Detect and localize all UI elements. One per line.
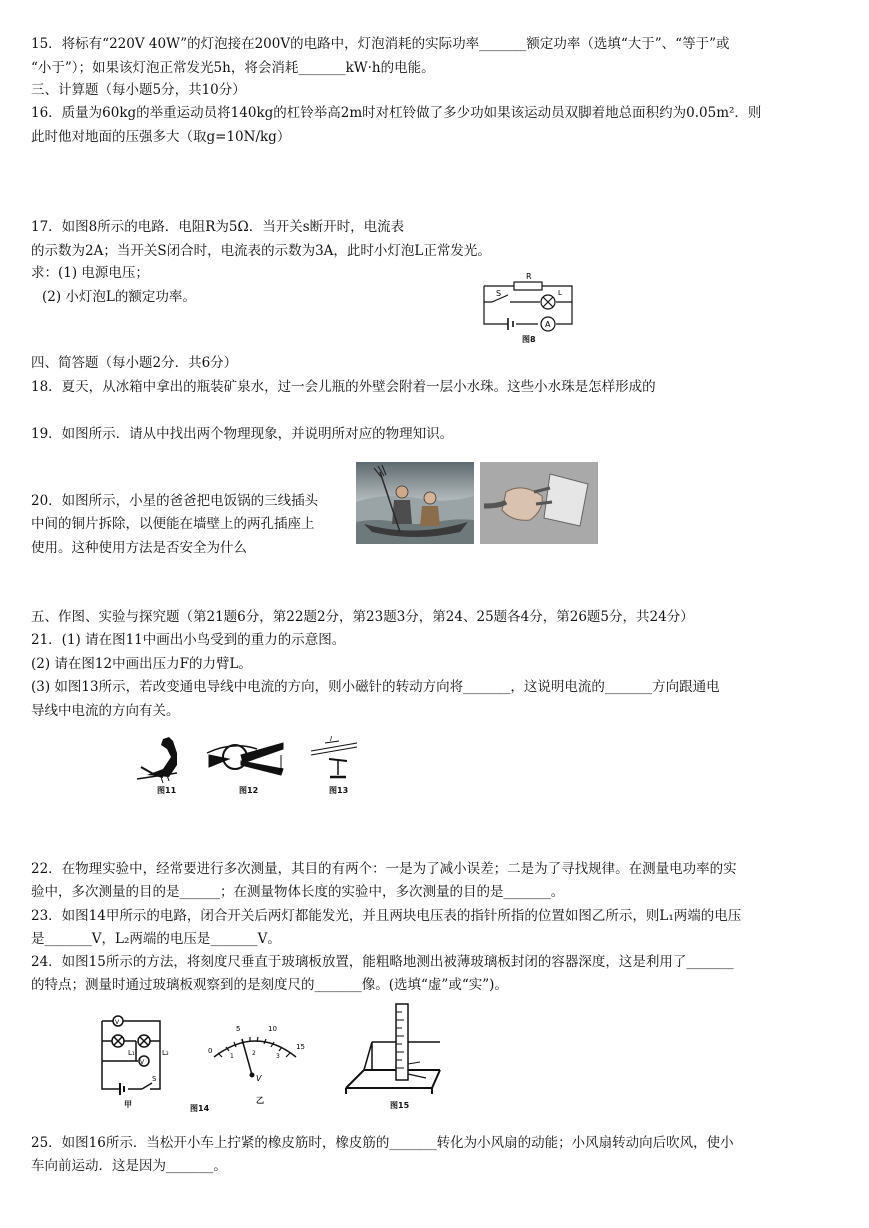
fig14-tick-1: 1: [230, 1053, 234, 1060]
fig8-label-r: R: [526, 272, 532, 281]
figure-13-compass: [311, 741, 357, 777]
fig14-label-l2: L₂: [162, 1049, 169, 1057]
q21-line3: (3) 如图13所示，若改变通电导线中电流的方向，则小磁针的转动方向将_______，这说明电流的_______方向跟通电: [31, 679, 720, 695]
plug-photo: [480, 462, 598, 544]
fig14-label-l1: L₁: [128, 1049, 135, 1057]
q18: 18．夏天，从冰箱中拿出的瓶装矿泉水，过一会儿瓶的外壁会附着一层小水珠。这些小水珠是怎样形成的: [31, 379, 656, 395]
fig14-caption: 图14: [190, 1104, 210, 1113]
q23-line1: 23．如图14甲所示的电路，闭合开关后两灯都能发光，并且两块电压表的指针所指的位置如图乙所示，则L₁两端的电压: [31, 908, 742, 924]
fig12-caption: 图12: [239, 786, 259, 795]
q21-line2: (2) 请在图12中画出压力F的力臂L。: [31, 656, 252, 672]
fig14-tick-10: 10: [268, 1025, 277, 1033]
figures-11-12-13: [133, 733, 363, 795]
fig14-tick-5: 5: [236, 1025, 241, 1033]
q25-line2: 车向前运动．这是因为_______。: [31, 1158, 227, 1174]
q17-line3: 求：(1) 电源电压；: [31, 265, 149, 281]
q16-line1: 16．质量为60kg的举重运动员将140kg的杠铃举高2m时对杠铃做了多少功如果该运动员双脚着地总面积约为0.05m²．则: [31, 105, 762, 121]
fig13-caption: 图13: [329, 786, 349, 795]
fig15-caption: 图15: [390, 1101, 410, 1110]
q20-line1: 20．如图所示，小星的爸爸把电饭锅的三线插头: [31, 493, 319, 509]
q22-line2: 验中，多次测量的目的是______；在测量物体长度的实验中，多次测量的目的是_______。: [31, 884, 565, 900]
fig14-meter-v2: V: [140, 1059, 145, 1066]
fig14-sub-yi: 乙: [256, 1096, 264, 1105]
q25-line1: 25．如图16所示．当松开小车上拧紧的橡皮筋时，橡皮筋的_______转化为小风扇的动能；小风扇转动向后吹风，使小: [31, 1135, 734, 1151]
q17-line1: 17．如图8所示的电路．电阻R为5Ω．当开关s断开时，电流表: [31, 219, 405, 235]
fig14-sub-jia: 甲: [124, 1100, 132, 1109]
section-5-heading: 五、作图、实验与探究题（第21题6分，第22题2分，第23题3分，第24、25题各4分，第26题5分，共24分）: [31, 609, 694, 625]
fig13-label-i: I: [330, 735, 333, 743]
fig12-label-f: F: [279, 767, 284, 775]
section-4-heading: 四、简答题（每小题2分．共6分）: [31, 355, 238, 371]
figure-15: [340, 1000, 450, 1112]
fig14-tick-0: 0: [208, 1047, 213, 1055]
q20-line2: 中间的铜片拆除，以便能在墙壁上的两孔插座上: [31, 516, 315, 532]
q21-line4: 导线中电流的方向有关。: [31, 703, 180, 719]
figure-14: [96, 1013, 326, 1113]
figure-14-voltmeter: [214, 1037, 296, 1077]
fig11-caption: 图11: [157, 786, 177, 795]
fig8-label-a: A: [545, 320, 551, 329]
fig8-label-s: S: [496, 289, 502, 298]
fig14-meter-v1: V: [115, 1019, 120, 1026]
q19: 19．如图所示．请从中找出两个物理现象，并说明所对应的物理知识。: [31, 426, 454, 442]
q22-line1: 22．在物理实验中，经常要进行多次测量，其目的有两个：一是为了减小误差；二是为了寻找规律。在测量电功率的实: [31, 861, 737, 877]
q24-line1: 24．如图15所示的方法，将刻度尺垂直于玻璃板放置，能粗略地测出被薄玻璃板封闭的容器深度，这是利用了_______: [31, 954, 734, 970]
q17-line2: 的示数为2A；当开关S闭合时，电流表的示数为3A，此时小灯泡L正常发光。: [31, 243, 491, 259]
fig14-tick-2: 2: [252, 1050, 256, 1057]
boat-illustration: [356, 462, 474, 544]
fig8-caption: 图8: [522, 335, 536, 344]
q20-line3: 使用。这种使用方法是否安全为什么: [31, 540, 247, 556]
q15-line2: “小于”）；如果该灯泡正常发光5h，将会消耗_______kW·h的电能。: [31, 60, 435, 76]
fig14-label-s: S: [152, 1075, 157, 1083]
section-3-heading: 三、计算题（每小题5分，共10分）: [31, 82, 246, 98]
figure-8-circuit: [478, 268, 580, 344]
q24-line2: 的特点；测量时通过玻璃板观察到的是刻度尺的_______像。(选填“虚”或“实”)。: [31, 977, 508, 993]
q21-line1: 21．(1) 请在图11中画出小鸟受到的重力的示意图。: [31, 632, 346, 648]
q16-line2: 此时他对地面的压强多大（取g=10N/kg）: [31, 129, 291, 145]
figure-11-bird: [137, 737, 177, 783]
q23-line2: 是_______V，L₂两端的电压是_______V。: [31, 931, 281, 947]
q15-line1: 15．将标有“220V 40W”的灯泡接在200V的电路中，灯泡消耗的实际功率_______额定功率（选填“大于”、“等于”或: [31, 36, 730, 52]
q17-line4: (2) 小灯泡L的额定功率。: [42, 289, 196, 305]
figure-12-pliers: [207, 743, 283, 775]
fig8-label-l: L: [558, 289, 562, 297]
fig14-tick-3: 3: [276, 1053, 280, 1060]
fig14-tick-15: 15: [296, 1043, 305, 1051]
fig14-label-v: V: [256, 1074, 262, 1083]
